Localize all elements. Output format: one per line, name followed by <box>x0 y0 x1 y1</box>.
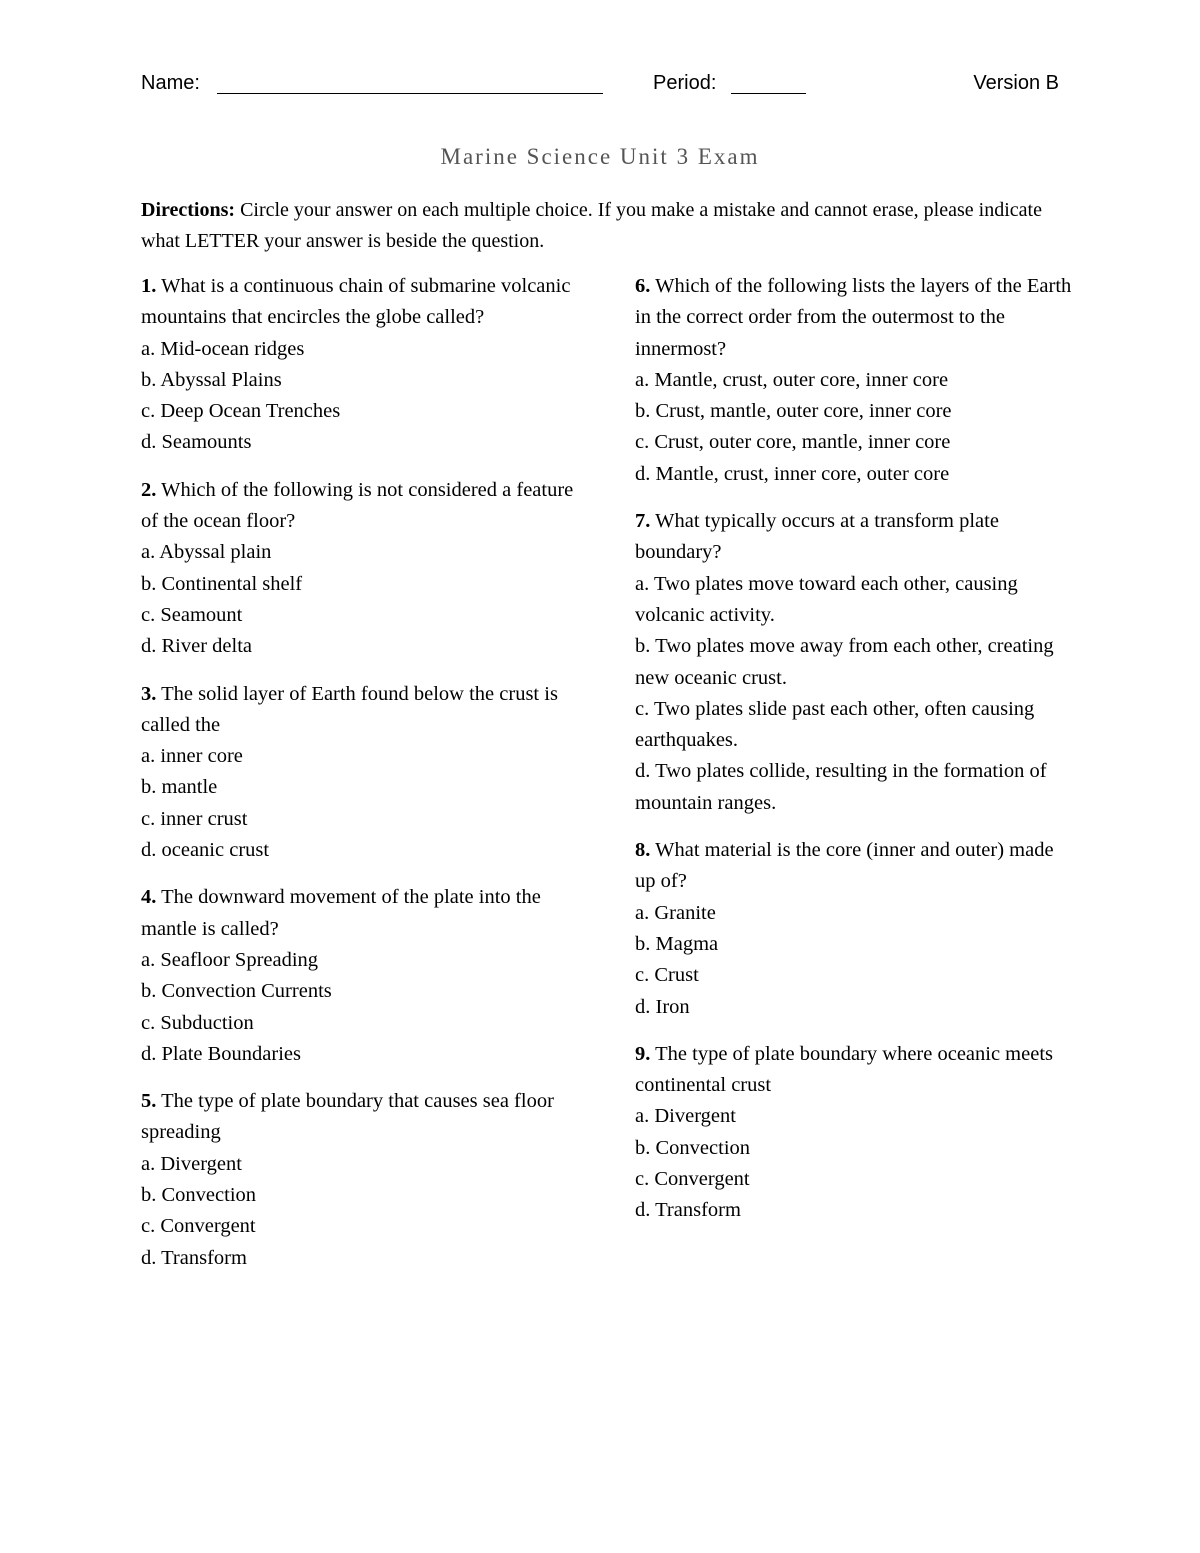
answer-option[interactable]: d. River delta <box>141 635 253 658</box>
question-number: 3. <box>141 682 157 705</box>
answer-option[interactable]: a. Mid-ocean ridges <box>141 337 305 360</box>
answer-option[interactable]: b. Two plates move away from each other, creating new oceanic crust. <box>635 635 1054 689</box>
question-number: 8. <box>635 839 651 862</box>
question-text: The type of plate boundary that causes sea floor spreading <box>141 1090 554 1144</box>
answer-option[interactable]: c. Subduction <box>141 1011 254 1034</box>
question-number: 7. <box>635 510 651 533</box>
answer-option[interactable]: c. Convergent <box>635 1168 750 1191</box>
directions <box>141 195 1071 257</box>
question-4 <box>141 882 581 1070</box>
question-text: What material is the core (inner and outer) made up of? <box>635 839 1054 893</box>
answer-option[interactable]: a. Divergent <box>141 1152 242 1175</box>
question-text: The type of plate boundary where oceanic meets continental crust <box>635 1042 1053 1097</box>
question-2 <box>141 475 581 663</box>
answer-option[interactable]: a. Seafloor Spreading <box>141 948 319 971</box>
question-stem <box>141 882 581 945</box>
question-stem <box>635 506 1075 569</box>
answer-option[interactable]: b. mantle <box>141 776 218 799</box>
question-text: Which of the following is not considered a feature of the ocean floor? <box>141 478 574 533</box>
question-number: 5. <box>141 1090 157 1113</box>
answer-option[interactable]: c. Convergent <box>141 1215 256 1238</box>
answer-option[interactable]: b. Magma <box>635 932 719 955</box>
version-label: Version B <box>973 72 1059 94</box>
answer-option[interactable]: c. Seamount <box>141 603 243 626</box>
question-stem <box>141 475 581 538</box>
question-stem <box>141 679 581 742</box>
question-text: Which of the following lists the layers of the Earth in the correct order from the outermost to the innermost? <box>635 275 1072 360</box>
answer-option[interactable]: c. inner crust <box>141 807 248 830</box>
answer-option[interactable]: b. Crust, mantle, outer core, inner core <box>635 400 952 423</box>
name-label: Name: <box>141 72 200 94</box>
question-6 <box>635 271 1075 490</box>
answer-option[interactable]: b. Continental shelf <box>141 572 303 595</box>
question-stem <box>635 271 1075 365</box>
answer-option[interactable]: c. Two plates slide past each other, often causing earthquakes. <box>635 697 1035 752</box>
answer-option[interactable]: d. Plate Boundaries <box>141 1042 301 1065</box>
answer-option[interactable]: d. Transform <box>635 1199 741 1222</box>
question-number: 4. <box>141 886 157 909</box>
answer-option[interactable]: d. Iron <box>635 995 690 1018</box>
answer-option[interactable]: a. Granite <box>635 901 716 924</box>
answer-option[interactable]: a. Divergent <box>635 1105 736 1128</box>
directions-label: Directions: <box>141 199 236 221</box>
question-text: What is a continuous chain of submarine volcanic mountains that encircles the globe called? <box>141 275 571 329</box>
question-stem <box>635 1039 1075 1102</box>
answer-option[interactable]: b. Convection <box>635 1136 751 1159</box>
question-number: 1. <box>141 275 157 297</box>
answer-option[interactable]: b. Convection <box>141 1184 257 1207</box>
question-5 <box>141 1086 581 1274</box>
answer-option[interactable]: c. Deep Ocean Trenches <box>141 400 341 423</box>
question-9 <box>635 1039 1075 1227</box>
answer-option[interactable]: b. Abyssal Plains <box>141 368 282 391</box>
question-text: What typically occurs at a transform plate boundary? <box>635 510 999 564</box>
answer-option[interactable]: a. Abyssal plain <box>141 541 272 564</box>
answer-option[interactable]: c. Crust, outer core, mantle, inner core <box>635 431 951 454</box>
question-stem <box>635 835 1075 898</box>
answer-option[interactable]: a. Two plates move toward each other, causing volcanic activity. <box>635 572 1018 626</box>
question-stem <box>141 271 581 334</box>
questions-right-column <box>635 271 1075 1243</box>
directions-text: Circle your answer on each multiple choice. If you make a mistake and cannot erase, please indicate what LETTER your answer is beside the question. <box>141 199 1042 252</box>
answer-option[interactable]: d. Two plates collide, resulting in the formation of mountain ranges. <box>635 760 1047 814</box>
question-number: 2. <box>141 478 157 501</box>
answer-option[interactable]: d. Transform <box>141 1246 247 1269</box>
question-8 <box>635 835 1075 1023</box>
question-7 <box>635 506 1075 819</box>
question-number: 6. <box>635 275 651 297</box>
answer-option[interactable]: b. Convection Currents <box>141 980 332 1003</box>
answer-option[interactable]: c. Crust <box>635 964 699 987</box>
exam-header <box>141 72 1059 102</box>
questions-left-column <box>141 271 581 1290</box>
exam-title: Marine Science Unit 3 Exam <box>440 144 760 169</box>
answer-option[interactable]: a. inner core <box>141 745 243 768</box>
question-number: 9. <box>635 1042 651 1065</box>
question-3 <box>141 679 581 867</box>
answer-option[interactable]: d. Mantle, crust, inner core, outer core <box>635 462 950 485</box>
answer-option[interactable]: a. Mantle, crust, outer core, inner core <box>635 368 949 391</box>
answer-option[interactable]: d. oceanic crust <box>141 839 270 862</box>
name-blank-line <box>217 93 603 94</box>
question-text: The solid layer of Earth found below the crust is called the <box>141 682 558 736</box>
question-stem <box>141 1086 581 1149</box>
answer-option[interactable]: d. Seamounts <box>141 431 252 454</box>
period-blank-line <box>731 93 806 94</box>
question-1 <box>141 271 581 459</box>
period-label: Period: <box>653 72 717 94</box>
question-text: The downward movement of the plate into the mantle is called? <box>141 886 541 940</box>
